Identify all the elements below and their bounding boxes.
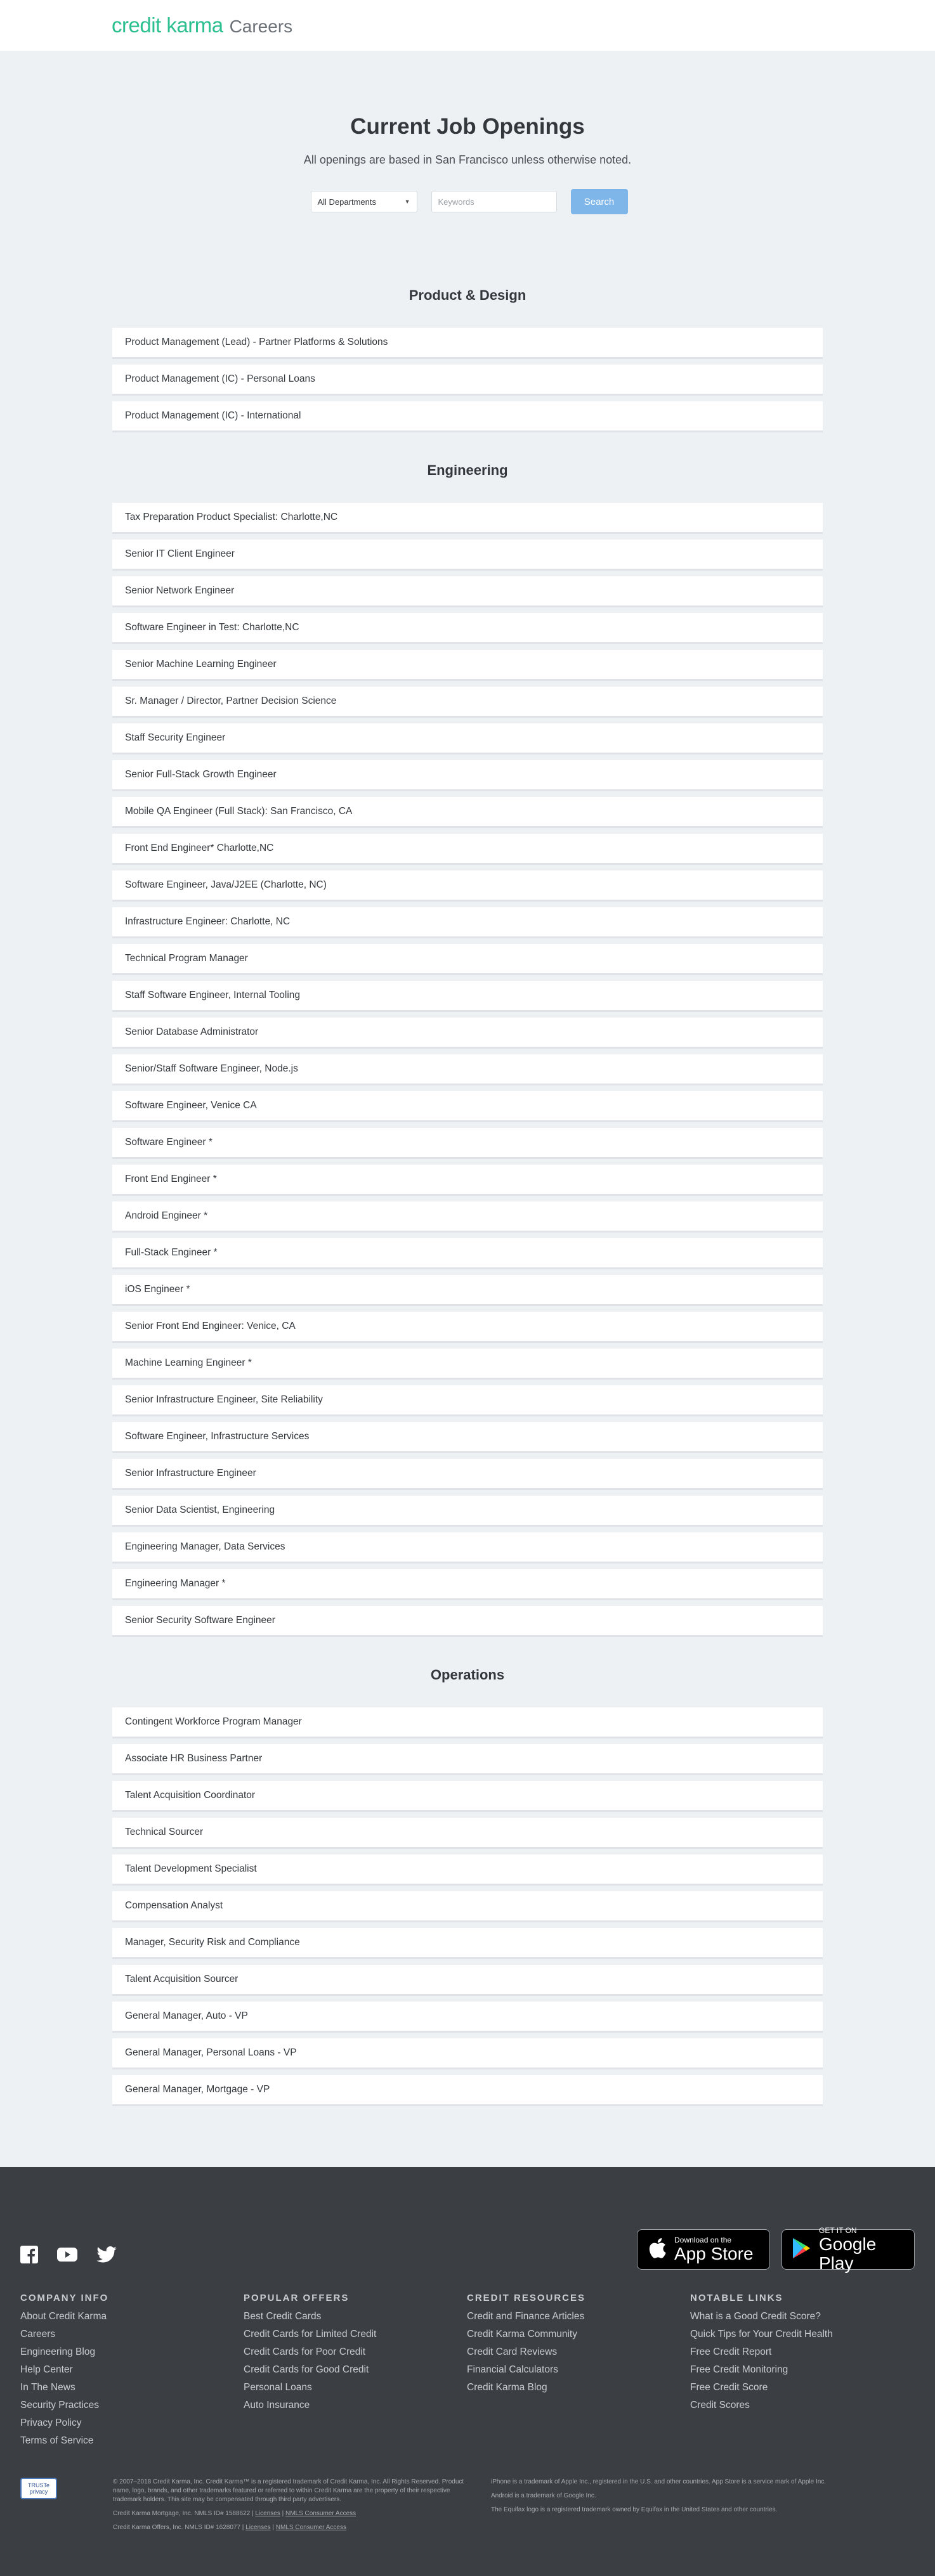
job-listing[interactable]: Staff Security Engineer — [112, 723, 823, 754]
footer-link[interactable]: Help Center — [20, 2364, 73, 2375]
legal-text-right — [491, 2478, 846, 2537]
footer-column-heading: NOTABLE LINKS — [690, 2293, 783, 2303]
section-product-design — [112, 287, 823, 432]
footer-link[interactable]: Credit Cards for Limited Credit — [244, 2329, 377, 2340]
page-subtitle: All openings are based in San Francisco unless otherwise noted. — [303, 153, 632, 166]
section-title: Operations — [430, 1667, 505, 1683]
app-store-badges — [637, 2226, 915, 2273]
job-listing[interactable]: Senior Machine Learning Engineer — [112, 650, 823, 681]
footer-column-notable-links — [690, 2293, 913, 2450]
job-listing[interactable]: Contingent Workforce Program Manager — [112, 1707, 823, 1738]
job-listing[interactable]: General Manager, Auto - VP — [112, 2002, 823, 2033]
site-footer — [0, 2167, 935, 2576]
footer-link[interactable]: About Credit Karma — [20, 2311, 107, 2322]
footer-link[interactable]: Security Practices — [20, 2400, 100, 2411]
job-listing[interactable]: Senior IT Client Engineer — [112, 540, 823, 571]
section-title: Product & Design — [409, 287, 526, 303]
job-listing[interactable]: Sr. Manager / Director, Partner Decision Science — [112, 687, 823, 718]
job-listing[interactable]: Android Engineer * — [112, 1201, 823, 1233]
job-listing[interactable]: Senior Data Scientist, Engineering — [112, 1496, 823, 1527]
job-listing[interactable]: Infrastructure Engineer: Charlotte, NC — [112, 907, 823, 938]
job-listing[interactable]: Manager, Security Risk and Compliance — [112, 1928, 823, 1959]
legal-section — [20, 2478, 915, 2537]
chevron-down-icon: ▼ — [404, 198, 410, 205]
job-listing[interactable]: Software Engineer, Infrastructure Services — [112, 1422, 823, 1453]
job-listing[interactable]: iOS Engineer * — [112, 1275, 823, 1306]
job-listing[interactable]: Engineering Manager, Data Services — [112, 1532, 823, 1563]
job-listing[interactable]: Talent Development Specialist — [112, 1854, 823, 1886]
site-header — [0, 0, 935, 51]
job-listing[interactable]: Senior Full-Stack Growth Engineer — [112, 760, 823, 791]
job-listing[interactable]: Product Management (IC) - International — [112, 401, 823, 432]
job-list — [112, 503, 823, 1637]
footer-link[interactable]: Personal Loans — [244, 2382, 312, 2393]
job-listing[interactable]: General Manager, Mortgage - VP — [112, 2075, 823, 2106]
link-separator: | — [280, 2510, 285, 2517]
licenses-link[interactable]: Licenses — [255, 2510, 280, 2517]
footer-link[interactable]: What is a Good Credit Score? — [690, 2311, 821, 2322]
mortgage-license-line — [113, 2509, 468, 2518]
job-listing[interactable]: Senior Infrastructure Engineer, Site Reliability — [112, 1385, 823, 1416]
job-list — [112, 328, 823, 432]
job-listing[interactable]: Technical Program Manager — [112, 944, 823, 975]
search-button[interactable]: Search — [571, 189, 628, 214]
department-select[interactable] — [311, 191, 417, 212]
footer-link[interactable]: Free Credit Report — [690, 2346, 772, 2357]
footer-link[interactable]: Credit Scores — [690, 2400, 750, 2411]
footer-link[interactable]: Privacy Policy — [20, 2417, 82, 2428]
equifax-trademark-text: The Equifax logo is a registered trademark owned by Equifax in the United States and other countries. — [491, 2506, 778, 2513]
social-links — [20, 2246, 117, 2267]
job-listing[interactable]: Senior Infrastructure Engineer — [112, 1459, 823, 1490]
job-listing[interactable]: Software Engineer, Java/J2EE (Charlotte, NC) — [112, 871, 823, 902]
job-listing[interactable]: Senior Database Administrator — [112, 1018, 823, 1049]
footer-link[interactable]: Free Credit Monitoring — [690, 2364, 788, 2375]
youtube-icon[interactable] — [57, 2247, 77, 2265]
footer-link[interactable]: Auto Insurance — [244, 2400, 310, 2411]
job-listing[interactable]: Mobile QA Engineer (Full Stack): San Francisco, CA — [112, 797, 823, 828]
footer-link[interactable]: Credit Card Reviews — [467, 2346, 558, 2357]
google-play-big-text: Google Play — [819, 2234, 877, 2273]
footer-link[interactable]: Credit Karma Community — [467, 2329, 577, 2340]
job-listing[interactable]: Engineering Manager * — [112, 1569, 823, 1600]
android-trademark-text: Android is a trademark of Google Inc. — [491, 2492, 596, 2499]
twitter-icon[interactable] — [96, 2246, 117, 2266]
job-listing[interactable]: Staff Software Engineer, Internal Tooling — [112, 981, 823, 1012]
google-play-small-text: GET IT ON — [819, 2226, 857, 2235]
legal-text-left — [113, 2478, 468, 2537]
footer-column-credit-resources — [467, 2293, 690, 2450]
footer-link[interactable]: Free Credit Score — [690, 2382, 768, 2393]
licenses-link[interactable]: Licenses — [245, 2524, 271, 2531]
apple-trademark-text: iPhone is a trademark of Apple Inc., registered in the U.S. and other countries. App Store is a service mark of Apple Inc. — [491, 2478, 827, 2485]
credit-karma-logo[interactable]: credit karma — [112, 13, 223, 37]
keywords-input[interactable] — [431, 191, 557, 212]
job-listing[interactable]: Software Engineer, Venice CA — [112, 1091, 823, 1122]
job-listing[interactable]: Talent Acquisition Coordinator — [112, 1781, 823, 1812]
app-store-button[interactable] — [637, 2229, 770, 2270]
section-engineering — [112, 462, 823, 1637]
footer-link-columns — [20, 2293, 913, 2450]
job-listing[interactable]: Senior Network Engineer — [112, 576, 823, 607]
job-listing[interactable]: Associate HR Business Partner — [112, 1744, 823, 1775]
careers-label: Careers — [229, 16, 293, 36]
offers-license-text: Credit Karma Offers, Inc. NMLS ID# 1628077 | — [113, 2524, 246, 2531]
footer-link[interactable]: Financial Calculators — [467, 2364, 558, 2375]
job-listing[interactable]: Senior Front End Engineer: Venice, CA — [112, 1312, 823, 1343]
job-filters — [0, 189, 935, 214]
facebook-icon[interactable] — [20, 2246, 38, 2267]
footer-link[interactable]: In The News — [20, 2382, 75, 2393]
footer-link[interactable]: Credit Karma Blog — [467, 2382, 547, 2393]
job-listing[interactable]: Talent Acquisition Sourcer — [112, 1965, 823, 1996]
page-title: Current Job Openings — [350, 114, 585, 139]
footer-link[interactable]: Terms of Service — [20, 2435, 94, 2446]
footer-column-popular-offers — [244, 2293, 467, 2450]
link-separator: | — [270, 2524, 276, 2531]
footer-link[interactable]: Credit and Finance Articles — [467, 2311, 585, 2322]
footer-column-heading: POPULAR OFFERS — [244, 2293, 350, 2303]
job-listing[interactable]: Front End Engineer * — [112, 1165, 823, 1196]
footer-link[interactable]: Credit Cards for Poor Credit — [244, 2346, 366, 2357]
footer-column-company-info — [20, 2293, 244, 2450]
job-listing[interactable]: Product Management (IC) - Personal Loans — [112, 365, 823, 396]
copyright-text: © 2007–2018 Credit Karma, Inc. Credit Karma™ is a registered trademark of Credit Karma, Inc. All Rights Reserved. Product name, logo, brands, and other trademarks featured or referred to within Credit Karma are the property of their respective trademark holders. This site may be compensated through third party advertisers. — [113, 2478, 464, 2503]
footer-link[interactable]: Careers — [20, 2329, 56, 2340]
google-play-button[interactable] — [781, 2226, 915, 2273]
app-store-big-text: App Store — [674, 2244, 754, 2263]
mortgage-license-text: Credit Karma Mortgage, Inc. NMLS ID# 1588622 | — [113, 2510, 256, 2517]
job-listing[interactable]: Full-Stack Engineer * — [112, 1238, 823, 1269]
job-listing[interactable]: Machine Learning Engineer * — [112, 1349, 823, 1380]
job-listing[interactable]: Front End Engineer* Charlotte,NC — [112, 834, 823, 865]
footer-column-heading: COMPANY INFO — [20, 2293, 109, 2303]
footer-link[interactable]: Credit Cards for Good Credit — [244, 2364, 369, 2375]
job-listing[interactable]: Software Engineer * — [112, 1128, 823, 1159]
offers-license-line — [113, 2523, 468, 2532]
job-listing[interactable]: Senior Security Software Engineer — [112, 1606, 823, 1637]
truste-privacy-seal[interactable] — [20, 2478, 57, 2499]
footer-column-heading: CREDIT RESOURCES — [467, 2293, 586, 2303]
google-play-icon — [792, 2237, 811, 2262]
job-list — [112, 1707, 823, 2106]
apple-icon — [648, 2237, 667, 2263]
seal-line-2: privacy — [29, 2489, 48, 2495]
nmls-consumer-access-link[interactable]: NMLS Consumer Access — [285, 2510, 356, 2517]
job-listing[interactable]: Software Engineer in Test: Charlotte,NC — [112, 613, 823, 644]
job-listing[interactable]: Tax Preparation Product Specialist: Charlotte,NC — [112, 503, 823, 534]
main-content — [0, 51, 935, 2106]
section-operations — [112, 1667, 823, 2106]
footer-link[interactable]: Quick Tips for Your Credit Health — [690, 2329, 833, 2340]
job-listing[interactable]: Product Management (Lead) - Partner Platforms & Solutions — [112, 328, 823, 359]
footer-link[interactable]: Engineering Blog — [20, 2346, 96, 2357]
nmls-consumer-access-link[interactable]: NMLS Consumer Access — [275, 2524, 346, 2531]
section-title: Engineering — [427, 462, 508, 478]
job-listing[interactable]: General Manager, Personal Loans - VP — [112, 2038, 823, 2069]
footer-link[interactable]: Best Credit Cards — [244, 2311, 322, 2322]
job-listing[interactable]: Senior/Staff Software Engineer, Node.js — [112, 1054, 823, 1085]
app-store-small-text: Download on the — [674, 2236, 732, 2244]
department-select-value: All Departments — [317, 197, 376, 207]
job-listing[interactable]: Compensation Analyst — [112, 1891, 823, 1922]
seal-line-1: TRUSTe — [27, 2482, 49, 2489]
job-listing[interactable]: Technical Sourcer — [112, 1818, 823, 1849]
